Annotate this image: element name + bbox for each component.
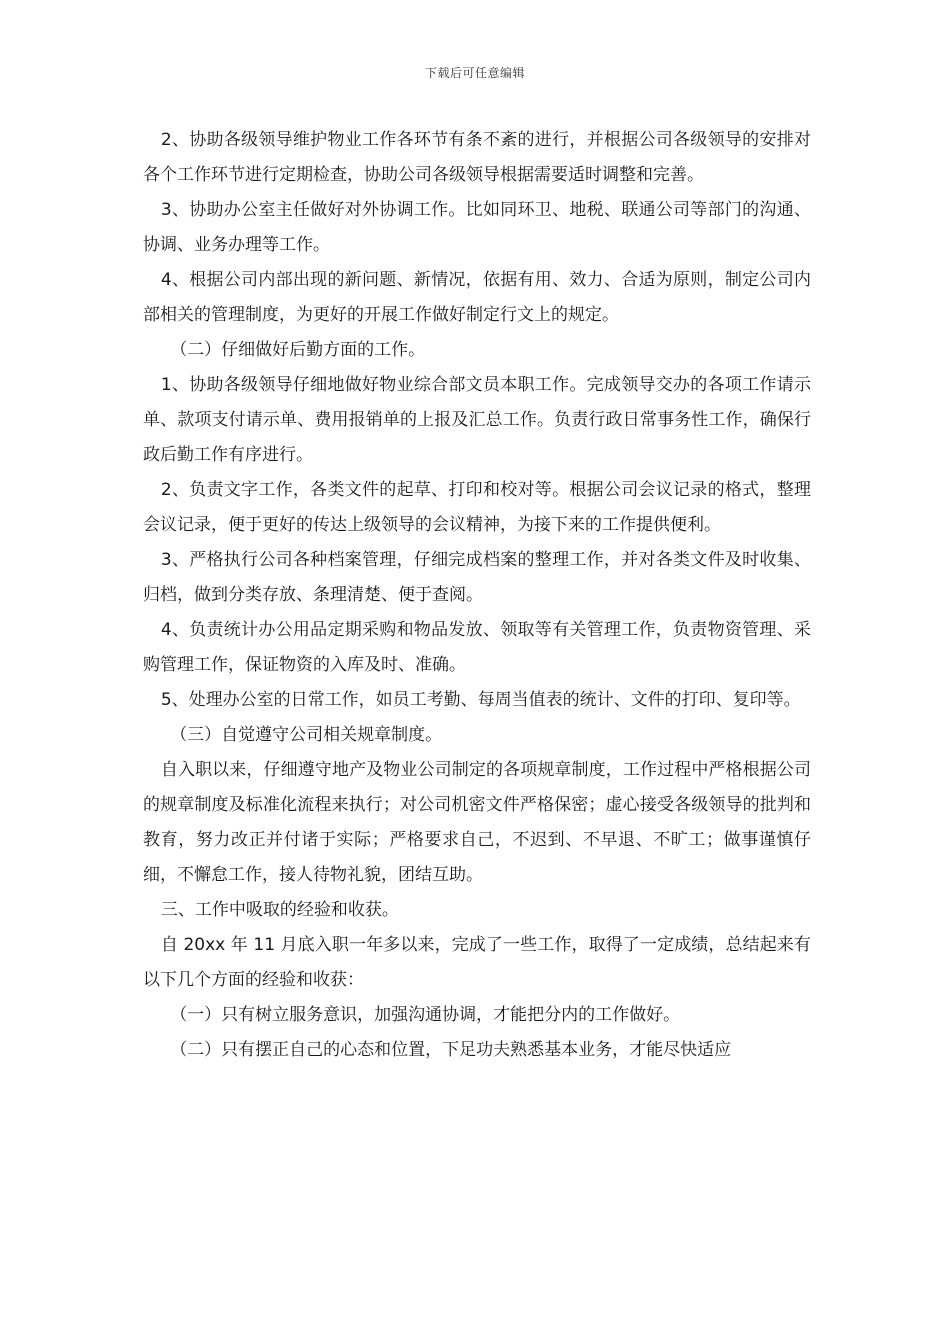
paragraph: 4、负责统计办公用品定期采购和物品发放、领取等有关管理工作，负责物资管理、采购管理工作，保证物资的入库及时、准确。 <box>143 620 811 675</box>
paragraph: 3、协助办公室主任做好对外协调工作。比如同环卫、地税、联通公司等部门的沟通、协调、业务办理等工作。 <box>143 200 811 255</box>
section-heading: 三、工作中吸取的经验和收获。 <box>160 900 399 920</box>
section-heading: （二）只有摆正自己的心态和位置，下足功夫熟悉基本业务，才能尽快适应 <box>170 1040 732 1060</box>
paragraph: 2、协助各级领导维护物业工作各环节有条不紊的进行，并根据公司各级领导的安排对各个工作环节进行定期检查，协助公司各级领导根据需要适时调整和完善。 <box>143 130 811 185</box>
paragraph: 4、根据公司内部出现的新问题、新情况，依据有用、效力、合适为原则，制定公司内部相关的管理制度，为更好的开展工作做好制定行文上的规定。 <box>143 270 811 325</box>
paragraph: 自 20xx 年 11 月底入职一年多以来，完成了一些工作，取得了一定成绩，总结起来有以下几个方面的经验和收获： <box>143 935 811 990</box>
section-heading: （三）自觉遵守公司相关规章制度。 <box>170 725 443 745</box>
paragraph: 2、负责文字工作，各类文件的起草、打印和校对等。根据公司会议记录的格式，整理会议记录，便于更好的传达上级领导的会议精神，为接下来的工作提供便利。 <box>143 480 811 535</box>
section-heading: （二）仔细做好后勤方面的工作。 <box>170 340 426 360</box>
paragraph: 5、处理办公室的日常工作，如员工考勤、每周当值表的统计、文件的打印、复印等。 <box>160 690 801 710</box>
page-header: 下载后可任意编辑 <box>424 66 525 80</box>
paragraph: 自入职以来，仔细遵守地产及物业公司制定的各项规章制度，工作过程中严格根据公司的规章制度及标准化流程来执行；对公司机密文件严格保密；虚心接受各级领导的批判和教育，努力改正并付诸于实际；严格要求自己，不迟到、不早退、不旷工；做事谨慎仔细，不懈怠工作，接人待物礼貌，团结互助。 <box>143 760 811 885</box>
paragraph: 3、严格执行公司各种档案管理，仔细完成档案的整理工作，并对各类文件及时收集、归档，做到分类存放、条理清楚、便于查阅。 <box>143 550 811 605</box>
document-body <box>143 123 811 1068</box>
paragraph: 1、协助各级领导仔细地做好物业综合部文员本职工作。完成领导交办的各项工作请示单、款项支付请示单、费用报销单的上报及汇总工作。负责行政日常事务性工作，确保行政后勤工作有序进行。 <box>143 375 811 465</box>
section-heading: （一）只有树立服务意识，加强沟通协调，才能把分内的工作做好。 <box>170 1005 681 1025</box>
